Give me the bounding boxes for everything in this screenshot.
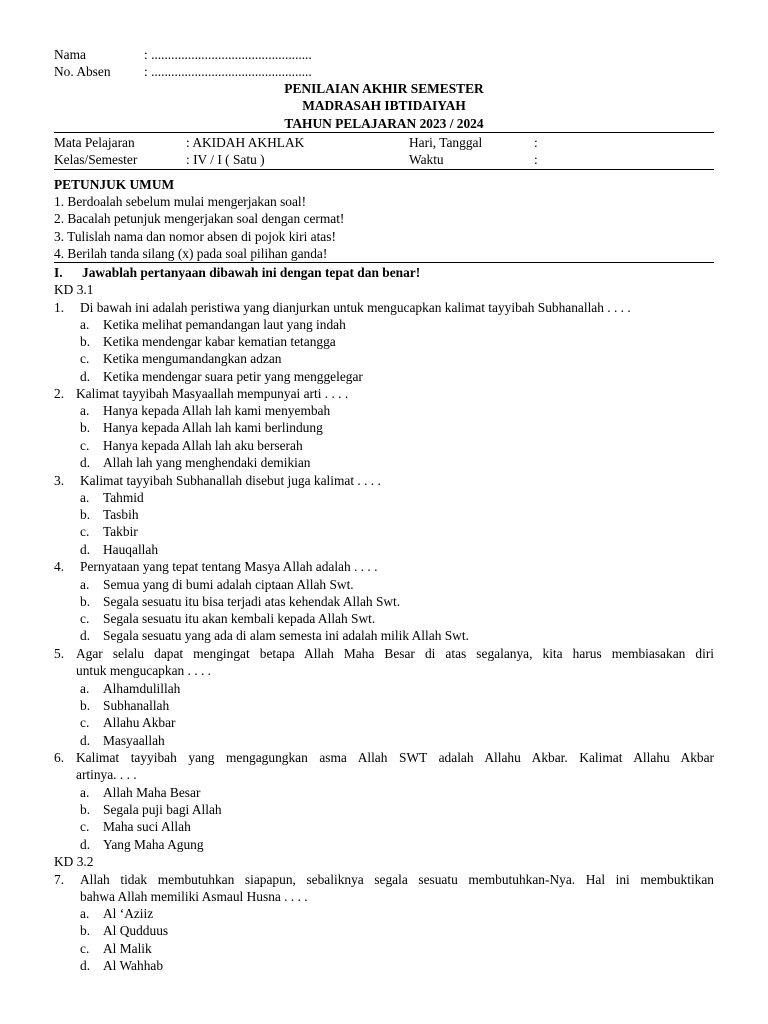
divider <box>54 169 714 170</box>
option-letter: b. <box>80 507 91 522</box>
option-text: Segala sesuatu itu akan kembali kepada Allah Swt. <box>103 611 376 626</box>
divider <box>54 262 714 263</box>
question-number: 7. <box>54 872 65 887</box>
option-letter: c. <box>80 941 90 956</box>
option-text: Al Malik <box>103 941 152 956</box>
question-number: 1. <box>54 300 65 315</box>
question-number: 5. <box>54 646 65 661</box>
nama-label: Nama <box>54 47 86 62</box>
divider <box>54 132 714 133</box>
petunjuk-item: 1. Berdoalah sebelum mulai mengerjakan soal! <box>54 194 307 209</box>
question-text-continued: artinya. . . . <box>76 767 137 782</box>
option-text: Ketika mengumandangkan adzan <box>103 351 282 366</box>
option-text: Ketika melihat pemandangan laut yang indah <box>103 317 346 332</box>
petunjuk-title: PETUNJUK UMUM <box>54 177 175 192</box>
petunjuk-item: 2. Bacalah petunjuk mengerjakan soal dengan cermat! <box>54 211 345 226</box>
option-text: Al Qudduus <box>103 923 169 938</box>
option-letter: a. <box>80 906 90 921</box>
option-letter: b. <box>80 594 91 609</box>
question-text: Agar selalu dapat mengingat betapa Allah Maha Besar di atas segalanya, kita harus membiasakan diri <box>76 646 714 661</box>
option-letter: b. <box>80 923 91 938</box>
option-letter: a. <box>80 490 90 505</box>
hari-label: Hari, Tanggal <box>409 135 483 150</box>
option-text: Alhamdulillah <box>103 681 181 696</box>
question-number: 2. <box>54 386 65 401</box>
option-text: Hanya kepada Allah lah kami berlindung <box>103 420 323 435</box>
option-text: Hanya kepada Allah lah kami menyembah <box>103 403 331 418</box>
option-text: Allah Maha Besar <box>103 785 201 800</box>
option-letter: d. <box>80 958 91 973</box>
question-text: Kalimat tayyibah Masyaallah mempunyai arti . . . . <box>76 386 349 401</box>
question-text: Allah tidak membutuhkan siapapun, sebaliknya segala sesuatu membutuhkan-Nya. Hal ini membuktikan <box>80 872 714 887</box>
question-number: 3. <box>54 473 65 488</box>
option-text: Hauqallah <box>103 542 159 557</box>
option-text: Ketika mendengar suara petir yang menggelegar <box>103 369 363 384</box>
question-number: 4. <box>54 559 65 574</box>
option-text: Allah lah yang menghendaki demikian <box>103 455 311 470</box>
option-letter: c. <box>80 611 90 626</box>
question-text: Di bawah ini adalah peristiwa yang dianjurkan untuk mengucapkan kalimat tayyibah Subhanallah . . . . <box>80 300 631 315</box>
question-text: Pernyataan yang tepat tentang Masya Allah adalah . . . . <box>80 559 378 574</box>
header-title: PENILAIAN AKHIR SEMESTER <box>284 81 484 96</box>
mapel-label: Mata Pelajaran <box>54 135 135 150</box>
nama-field: : ................................................ <box>144 47 312 62</box>
question-text-continued: bahwa Allah memiliki Asmaul Husna . . . . <box>80 889 308 904</box>
section-title: Jawablah pertanyaan dibawah ini dengan tepat dan benar! <box>82 265 421 280</box>
option-text: Takbir <box>103 524 138 539</box>
option-letter: b. <box>80 334 91 349</box>
option-text: Hanya kepada Allah lah aku berserah <box>103 438 303 453</box>
absen-label: No. Absen <box>54 64 111 79</box>
petunjuk-item: 3. Tulislah nama dan nomor absen di pojok kiri atas! <box>54 229 336 244</box>
option-text: Ketika mendengar kabar kematian tetangga <box>103 334 336 349</box>
kd-label: KD 3.1 <box>54 282 94 297</box>
absen-field: : ................................................ <box>144 64 312 79</box>
option-letter: d. <box>80 837 91 852</box>
option-letter: d. <box>80 455 91 470</box>
option-letter: b. <box>80 698 91 713</box>
option-text: Tahmid <box>103 490 144 505</box>
option-letter: b. <box>80 420 91 435</box>
option-letter: d. <box>80 542 91 557</box>
option-letter: c. <box>80 524 90 539</box>
question-text: Kalimat tayyibah Subhanallah disebut juga kalimat . . . . <box>80 473 381 488</box>
option-text: Tasbih <box>103 507 139 522</box>
option-text: Al ‘Aziiz <box>103 906 154 921</box>
option-text: Allahu Akbar <box>103 715 176 730</box>
option-text: Subhanallah <box>103 698 170 713</box>
option-letter: a. <box>80 681 90 696</box>
waktu-label: Waktu <box>409 152 444 167</box>
section-number: I. <box>54 265 63 280</box>
petunjuk-item: 4. Berilah tanda silang (x) pada soal pilihan ganda! <box>54 246 328 261</box>
option-letter: c. <box>80 438 90 453</box>
waktu-value: : <box>534 152 538 167</box>
option-text: Segala sesuatu yang ada di alam semesta ini adalah milik Allah Swt. <box>103 628 469 643</box>
option-letter: a. <box>80 317 90 332</box>
hari-value: : <box>534 135 538 150</box>
kd-label: KD 3.2 <box>54 854 94 869</box>
mapel-value: : AKIDAH AKHLAK <box>186 135 305 150</box>
option-letter: a. <box>80 403 90 418</box>
option-letter: a. <box>80 577 90 592</box>
option-letter: a. <box>80 785 90 800</box>
option-letter: c. <box>80 819 90 834</box>
option-text: Semua yang di bumi adalah ciptaan Allah Swt. <box>103 577 354 592</box>
kelas-value: : IV / I ( Satu ) <box>186 152 265 167</box>
option-letter: d. <box>80 628 91 643</box>
option-letter: b. <box>80 802 91 817</box>
option-text: Maha suci Allah <box>103 819 191 834</box>
option-text: Yang Maha Agung <box>103 837 204 852</box>
option-text: Segala sesuatu itu bisa terjadi atas kehendak Allah Swt. <box>103 594 401 609</box>
kelas-label: Kelas/Semester <box>54 152 138 167</box>
option-letter: c. <box>80 351 90 366</box>
option-letter: d. <box>80 733 91 748</box>
question-text: Kalimat tayyibah yang mengagungkan asma Allah SWT adalah Allahu Akbar. Kalimat Allahu Akbar <box>76 750 714 765</box>
question-number: 6. <box>54 750 65 765</box>
header-school: MADRASAH IBTIDAIYAH <box>302 98 466 113</box>
header-year: TAHUN PELAJARAN 2023 / 2024 <box>284 116 484 131</box>
question-text-continued: untuk mengucapkan . . . . <box>76 663 211 678</box>
option-text: Segala puji bagi Allah <box>103 802 222 817</box>
option-letter: d. <box>80 369 91 384</box>
option-text: Al Wahhab <box>103 958 164 973</box>
option-letter: c. <box>80 715 90 730</box>
option-text: Masyaallah <box>103 733 165 748</box>
